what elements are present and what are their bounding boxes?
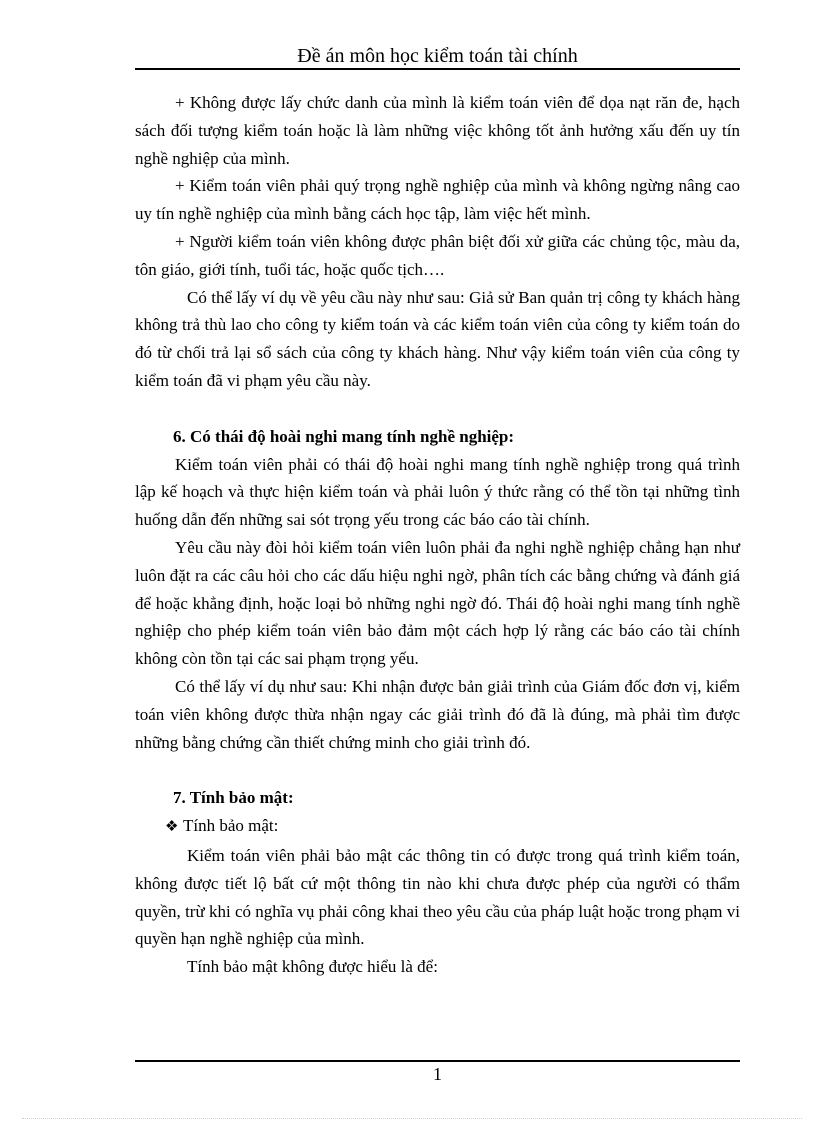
paragraph-2: + Kiểm toán viên phải quý trọng nghề nghiệp của mình và không ngừng nâng cao uy tín nghề nghiệp của mình bằng cách học tập, làm việc hết mình. [135, 176, 740, 224]
paragraph-4: Có thể lấy ví dụ về yêu cầu này như sau: Giả sử Ban quản trị công ty khách hàng không trả thù lao cho công ty kiểm toán và các kiểm toán viên của công ty kiểm toán do đó từ chối trả lại sổ sách của công ty khách hàng. Như vậy kiểm toán viên của công ty kiểm toán đã vi phạm yêu cầu này. [135, 287, 740, 390]
page-header-title: Đề án môn học kiểm toán tài chính [297, 45, 578, 67]
paragraph-3: + Người kiểm toán viên không được phân biệt đối xử giữa các chủng tộc, màu da, tôn giáo, giới tính, tuổi tác, hoặc quốc tịch…. [135, 231, 740, 279]
document-body [135, 89, 740, 981]
paragraph-1: + Không được lấy chức danh của mình là kiểm toán viên để dọa nạt răn đe, hạch sách đối tượng kiểm toán hoặc là làm những việc không tốt ảnh hưởng xấu đến uy tín nghề nghiệp của mình. [135, 93, 740, 168]
bullet-label: Tính bảo mật: [183, 816, 279, 836]
page-bottom-dotted-line [22, 1118, 802, 1119]
section-heading-7: 7. Tính bảo mật: [173, 788, 294, 808]
diamond-bullet-icon: ❖ [165, 819, 179, 836]
page-number: 1 [433, 1064, 442, 1084]
paragraph-6: Yêu cầu này đòi hỏi kiểm toán viên luôn phải đa nghi nghề nghiệp chẳng hạn như luôn đặt ra các câu hỏi cho các dấu hiệu nghi ngờ, phân tích các bằng chứng và đánh giá để hoặc khẳng định, hoặc loại bỏ những nghi ngờ đó. Thái độ hoài nghi mang tính nghề nghiệp cho phép kiểm toán viên bảo đảm một cách hợp lý rằng các báo cáo tài chính không còn tồn tại các sai phạm trọng yếu. [135, 537, 740, 669]
paragraph-5: Kiểm toán viên phải có thái độ hoài nghi mang tính nghề nghiệp trong quá trình lập kế hoạch và thực hiện kiểm toán và phải luôn ý thức rằng có thể tồn tại những tình huống dẫn đến những sai sót trọng yếu trong các báo cáo tài chính. [135, 454, 740, 530]
header-divider [135, 68, 740, 70]
paragraph-7: Có thể lấy ví dụ như sau: Khi nhận được bản giải trình của Giám đốc đơn vị, kiểm toán viên không được thừa nhận ngay các giải trình đó đã là đúng, mà phải tìm được những bằng chứng cần thiết chứng minh cho giải trình đó. [135, 676, 740, 752]
paragraph-8: Kiểm toán viên phải bảo mật các thông tin có được trong quá trình kiểm toán, không được tiết lộ bất cứ một thông tin nào khi chưa được phép của người có thẩm quyền, trừ khi có nghĩa vụ phải công khai theo yêu cầu của pháp luật hoặc trong phạm vi quyền hạn nghề nghiệp của mình. [135, 845, 740, 949]
footer-divider [135, 1060, 740, 1062]
bullet-item [135, 812, 740, 842]
section-heading-6: 6. Có thái độ hoài nghi mang tính nghề nghiệp: [173, 426, 515, 446]
paragraph-9: Tính bảo mật không được hiểu là để: [187, 957, 438, 977]
